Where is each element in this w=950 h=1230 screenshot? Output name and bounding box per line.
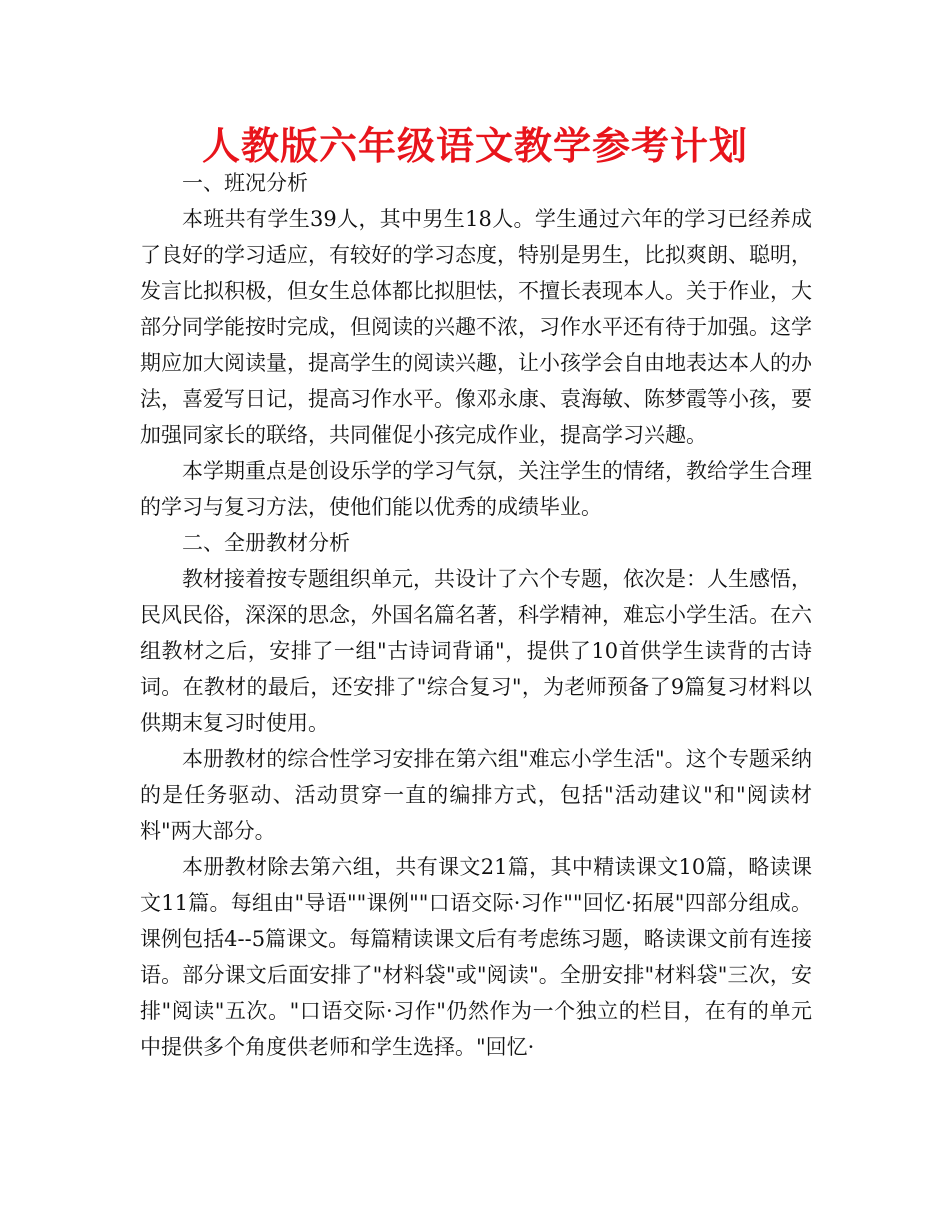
document-title: 人教版六年级语文教学参考计划 (201, 124, 748, 168)
paragraph-semester-focus: 本学期重点是创设乐学的学习气氛，关注学生的情绪，教给学生合理的学习与复习方法，使他们能以优秀的成绩毕业。 (140, 459, 812, 519)
document-body (140, 165, 812, 1065)
paragraph-class-overview: 本班共有学生39人，其中男生18人。学生通过六年的学习已经养成了良好的学习适应，有较好的学习态度，特别是男生，比拟爽朗、聪明，发言比拟积极，但女生总体都比拟胆怯，不擅长表现本人。关于作业，大部分同学能按时完成，但阅读的兴趣不浓，习作水平还有待于加强。这学期应加大阅读量，提高学生的阅读兴趣，让小孩学会自由地表达本人的办法，喜爱写日记，提高习作水平。像邓永康、袁海敏、陈梦霞等小孩，要加强同家长的联络，共同催促小孩完成作业，提高学习兴趣。 (140, 207, 812, 447)
paragraph-textbook-units: 教材接着按专题组织单元，共设计了六个专题，依次是：人生感悟，民风民俗，深深的思念，外国名篇名著，科学精神，难忘小学生活。在六组教材之后，安排了一组"古诗词背诵"，提供了10首供学生读背的古诗词。在教材的最后，还安排了"综合复习"，为老师预备了9篇复习材料以供期末复习时使用。 (140, 567, 812, 735)
section-heading-textbook-analysis: 二、全册教材分析 (182, 531, 350, 555)
paragraph-lesson-structure: 本册教材除去第六组，共有课文21篇，其中精读课文10篇，略读课文11篇。每组由"导语""课例""口语交际·习作""回忆·拓展"四部分组成。课例包括4--5篇课文。每篇精读课文后有考虑练习题，略读课文前有连接语。部分课文后面安排了"材料袋"或"阅读"。全册安排"材料袋"三次，安排"阅读"五次。"口语交际·习作"仍然作为一个独立的栏目，在有的单元中提供多个角度供老师和学生选择。"回忆· (140, 855, 812, 1059)
paragraph-comprehensive-study: 本册教材的综合性学习安排在第六组"难忘小学生活"。这个专题采纳的是任务驱动、活动贯穿一直的编排方式，包括"活动建议"和"阅读材料"两大部分。 (140, 747, 812, 843)
section-heading-class-analysis: 一、班况分析 (182, 171, 308, 195)
